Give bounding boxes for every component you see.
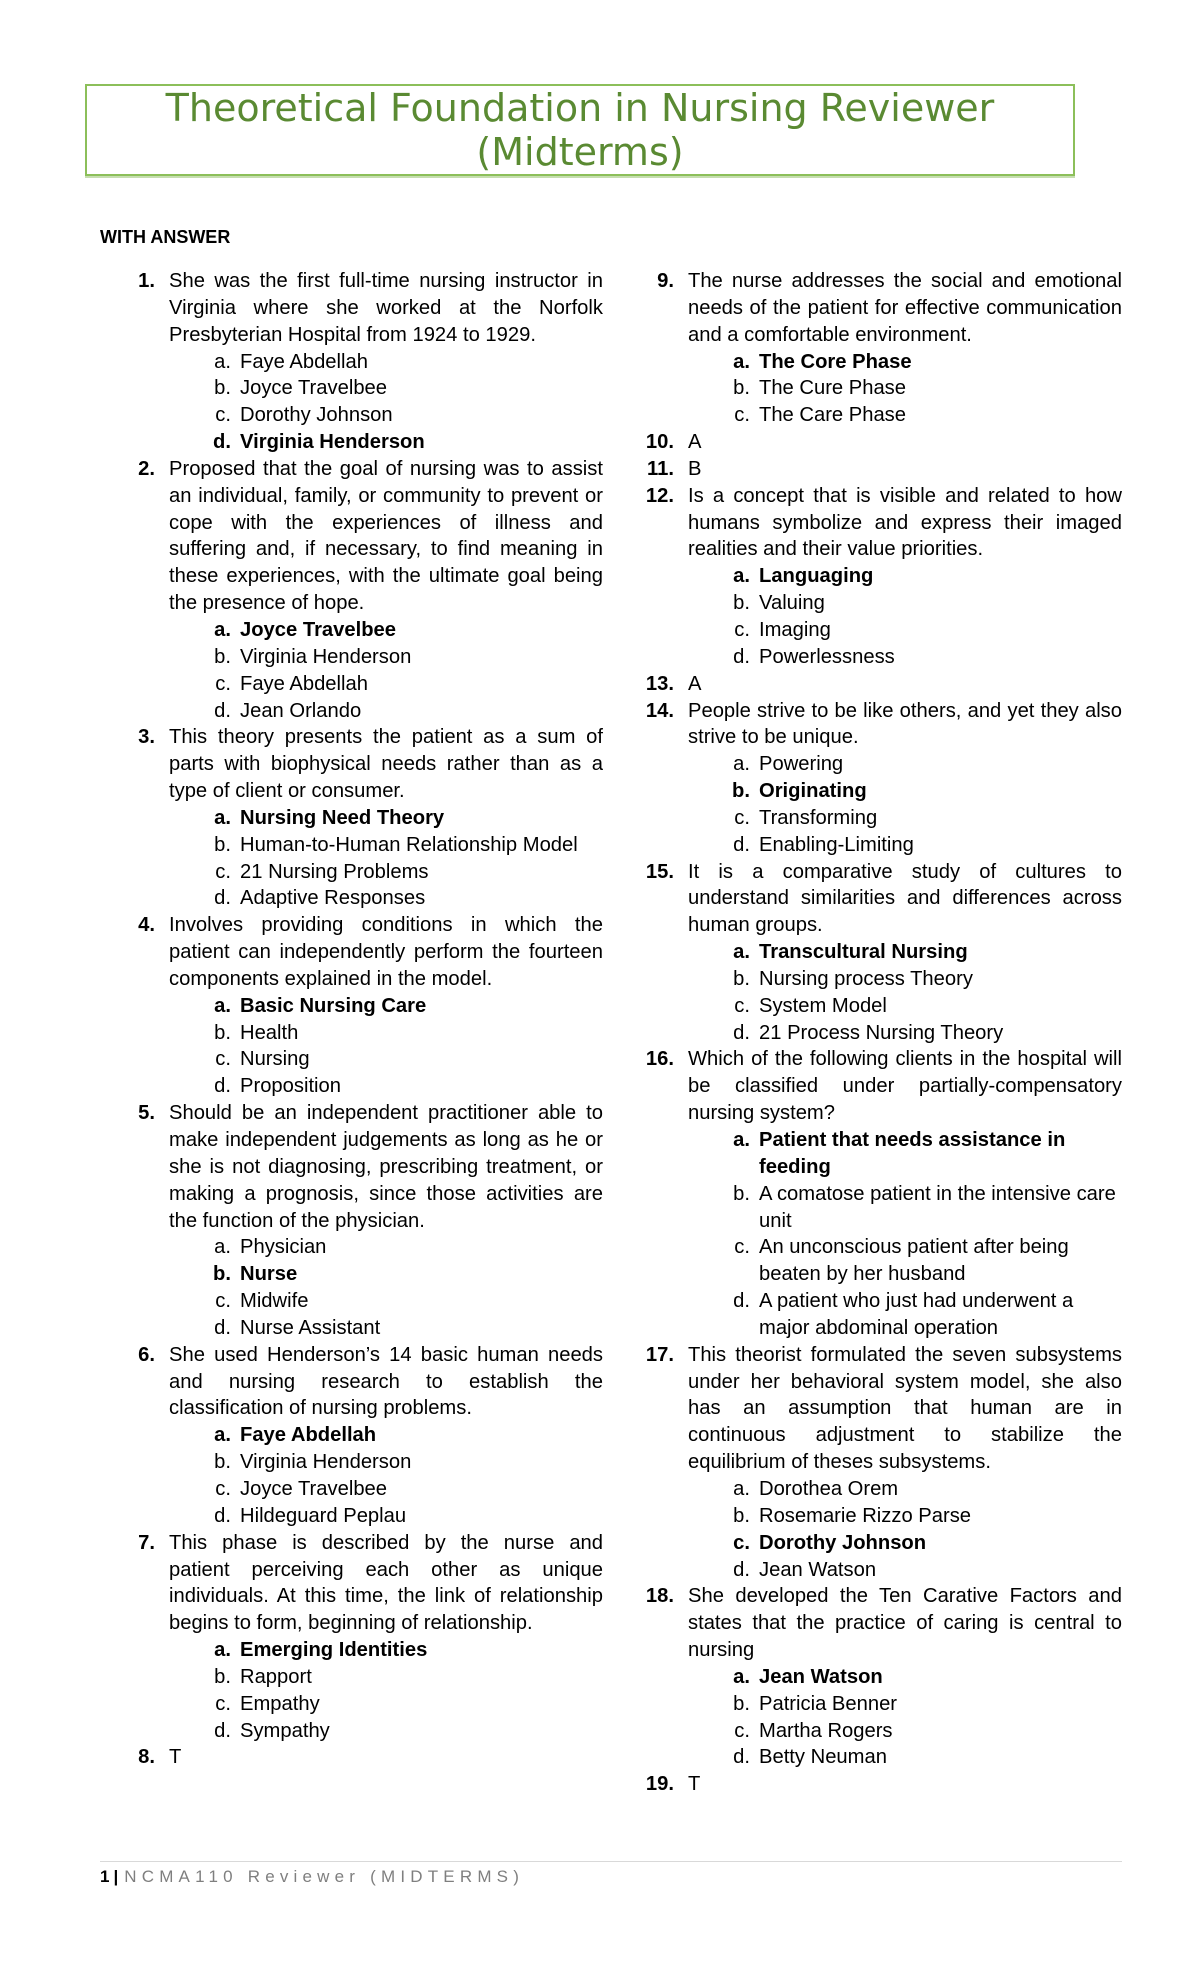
question-text: It is a comparative study of cultures to understand similarities and differences across human groups. — [688, 860, 1122, 937]
option-text: Powering — [759, 753, 844, 776]
option-letter: c. — [734, 618, 750, 641]
option-text: Adaptive Responses — [240, 887, 426, 910]
option-text: Empathy — [240, 1692, 320, 1715]
answer-option — [688, 1691, 1122, 1718]
answer-option — [169, 832, 603, 859]
answer-option — [169, 859, 603, 886]
option-text: Enabling-Limiting — [759, 833, 914, 856]
option-letter: a. — [214, 618, 231, 641]
answer-option — [688, 1503, 1122, 1530]
answer-option — [688, 1718, 1122, 1745]
question-text: The nurse addresses the social and emotional needs of the patient for effective communication and a comfortable environment. — [688, 270, 1122, 346]
correct-answer-option — [169, 1637, 603, 1664]
question-item — [644, 698, 1122, 859]
option-letter: d. — [733, 1746, 750, 1769]
question-item — [644, 483, 1122, 671]
page-title: Theoretical Foundation in Nursing Reviewer — [165, 86, 995, 130]
answer-option — [169, 1234, 603, 1261]
option-letter: c. — [215, 1048, 231, 1071]
answer-option — [169, 1073, 603, 1100]
answer-option — [169, 1503, 603, 1530]
correct-answer-option — [688, 939, 1122, 966]
correct-answer-option — [688, 349, 1122, 376]
option-text: Health — [240, 1021, 299, 1044]
answer-option — [688, 993, 1122, 1020]
section-heading: WITH ANSWER — [100, 227, 231, 247]
correct-answer-option — [688, 563, 1122, 590]
answer-option — [688, 1234, 1122, 1288]
answer-option — [169, 1476, 603, 1503]
option-letter: b. — [214, 1021, 231, 1044]
option-text: Virginia Henderson — [240, 645, 412, 668]
option-text: Nursing — [240, 1048, 310, 1071]
option-text: Virginia Henderson — [240, 1451, 412, 1474]
question-number: 15. — [645, 860, 674, 883]
answer-option — [688, 1557, 1122, 1584]
option-letter: d. — [213, 431, 231, 454]
correct-answer-option — [169, 1261, 603, 1288]
option-letter: d. — [214, 1316, 231, 1339]
answer-option — [169, 1288, 603, 1315]
question-item — [644, 1342, 1122, 1584]
option-letter: d. — [733, 1021, 750, 1044]
title-box — [85, 84, 1075, 176]
answer-option — [688, 966, 1122, 993]
answer-option — [688, 644, 1122, 671]
correct-answer-option — [688, 1664, 1122, 1691]
option-letter: d. — [214, 887, 231, 910]
question-number: 3. — [138, 726, 155, 749]
option-letter: d. — [733, 645, 750, 668]
answer-option — [688, 402, 1122, 429]
answer-options — [688, 563, 1122, 670]
question-number: 4. — [138, 914, 155, 937]
option-text: Nursing Need Theory — [240, 806, 445, 829]
footer-text: NCMA110 Reviewer (MIDTERMS) — [124, 1867, 525, 1886]
option-text: Rosemarie Rizzo Parse — [759, 1504, 972, 1527]
question-text: This theorist formulated the seven subsystems under her behavioral system model, she also has an assumption that human are in continuous adjustment to stabilize the equilibrium of theses subsystems. — [688, 1343, 1122, 1474]
option-text: A comatose patient in the intensive care unit — [759, 1182, 1116, 1232]
question-item — [125, 1744, 603, 1771]
answer-option — [688, 590, 1122, 617]
option-letter: b. — [732, 780, 750, 803]
option-text: Joyce Travelbee — [240, 618, 396, 641]
question-item — [125, 268, 603, 456]
option-letter: a. — [214, 1236, 231, 1259]
option-letter: a. — [214, 806, 231, 829]
option-letter: c. — [215, 672, 231, 695]
option-letter: c. — [215, 1692, 231, 1715]
answer-option — [688, 751, 1122, 778]
option-letter: a. — [733, 753, 750, 776]
answer-option — [169, 644, 603, 671]
option-text: Transforming — [759, 806, 878, 829]
option-text: Joyce Travelbee — [240, 377, 387, 400]
question-number: 5. — [138, 1102, 155, 1125]
question-item — [125, 456, 603, 724]
answer-options — [688, 751, 1122, 858]
option-letter: a. — [214, 1639, 231, 1662]
question-text: Is a concept that is visible and related to how humans symbolize and express their imaged realities and their value priorities. — [688, 484, 1122, 561]
correct-answer-option — [688, 778, 1122, 805]
correct-answer-option — [169, 993, 603, 1020]
option-letter: c. — [734, 806, 750, 829]
option-letter: a. — [214, 994, 231, 1017]
option-text: Imaging — [759, 618, 831, 641]
option-text: Valuing — [759, 592, 825, 615]
option-text: Virginia Henderson — [240, 431, 425, 454]
question-item — [644, 1771, 1122, 1798]
option-text: Nurse — [240, 1263, 298, 1286]
page-subtitle: (Midterms) — [476, 130, 684, 174]
page-footer — [100, 1867, 524, 1887]
answer-options — [688, 1127, 1122, 1342]
option-letter: c. — [215, 860, 231, 883]
answer-option — [688, 617, 1122, 644]
question-number: 11. — [647, 457, 674, 480]
option-text: Emerging Identities — [240, 1639, 428, 1662]
option-text: Jean Orlando — [240, 699, 362, 722]
question-item — [644, 671, 1122, 698]
answer-option — [688, 832, 1122, 859]
correct-answer-option — [169, 617, 603, 644]
option-text: 21 Process Nursing Theory — [759, 1021, 1004, 1044]
answer-option — [169, 1691, 603, 1718]
question-item — [644, 268, 1122, 429]
option-letter: b. — [214, 645, 231, 668]
option-text: An unconscious patient after being beaten by her husband — [759, 1236, 1069, 1286]
question-text: A — [688, 431, 702, 454]
option-text: Dorothea Orem — [759, 1477, 899, 1500]
option-text: The Care Phase — [759, 404, 907, 427]
answer-option — [169, 698, 603, 725]
option-text: Faye Abdellah — [240, 1424, 377, 1447]
answer-options — [688, 1476, 1122, 1583]
question-text: T — [688, 1773, 701, 1796]
right-column — [644, 268, 1122, 1798]
answer-option — [688, 1181, 1122, 1235]
option-letter: b. — [733, 1692, 750, 1715]
answer-options — [169, 805, 603, 912]
question-text: She developed the Ten Carative Factors and states that the practice of caring is central to nursing — [688, 1585, 1122, 1662]
question-number: 9. — [657, 270, 674, 292]
option-letter: c. — [734, 1719, 750, 1742]
answer-option — [688, 1744, 1122, 1771]
question-number: 10. — [645, 431, 674, 454]
question-text: Proposed that the goal of nursing was to assist an individual, family, or community to prevent or cope with the experiences of illness and suffering and, if necessary, to find meaning in these experiences, with the ultimate goal being the presence of hope. — [169, 457, 603, 615]
question-item — [125, 1100, 603, 1342]
option-text: Powerlessness — [759, 645, 895, 668]
answer-option — [169, 885, 603, 912]
option-letter: d. — [733, 1558, 750, 1581]
answer-option — [688, 1476, 1122, 1503]
question-text: She was the first full-time nursing instructor in Virginia where she worked at the Norfolk Presbyterian Hospital from 1924 to 1929. — [169, 270, 603, 346]
option-letter: c. — [734, 404, 750, 427]
answer-option — [169, 349, 603, 376]
option-text: System Model — [759, 994, 887, 1017]
option-text: A patient who just had underwent a major abdominal operation — [759, 1290, 1074, 1339]
question-item — [644, 859, 1122, 1047]
option-letter: b. — [733, 1182, 750, 1205]
answer-options — [169, 349, 603, 456]
option-letter: a. — [733, 350, 750, 373]
left-column — [125, 268, 603, 1771]
option-letter: d. — [214, 1504, 231, 1527]
question-item — [125, 724, 603, 912]
question-text: A — [688, 672, 702, 695]
option-letter: d. — [214, 1719, 231, 1742]
option-letter: a. — [733, 565, 750, 588]
option-letter: a. — [733, 941, 750, 964]
correct-answer-option — [169, 1422, 603, 1449]
question-number: 8. — [138, 1746, 155, 1769]
option-letter: a. — [733, 1477, 750, 1500]
question-item — [644, 456, 1122, 483]
option-text: Jean Watson — [759, 1665, 883, 1688]
answer-option — [169, 1718, 603, 1745]
question-text: This theory presents the patient as a sum of parts with biophysical needs rather than as a type of client or consumer. — [169, 726, 603, 803]
option-text: Joyce Travelbee — [240, 1477, 387, 1500]
option-text: Proposition — [240, 1075, 341, 1098]
question-text: T — [169, 1746, 182, 1769]
option-text: The Core Phase — [759, 350, 912, 373]
option-letter: a. — [733, 1665, 750, 1688]
option-letter: a. — [733, 1129, 750, 1151]
answer-options — [169, 993, 603, 1100]
option-letter: c. — [734, 994, 750, 1017]
option-text: Patient that needs assistance in feeding — [759, 1129, 1066, 1178]
answer-option — [688, 805, 1122, 832]
option-text: Jean Watson — [759, 1558, 877, 1581]
option-letter: b. — [214, 1665, 231, 1688]
answer-option — [688, 1020, 1122, 1047]
answer-option — [169, 1664, 603, 1691]
option-letter: a. — [214, 350, 231, 373]
option-text: Rapport — [240, 1665, 312, 1688]
option-letter: c. — [215, 1477, 231, 1500]
option-letter: b. — [733, 377, 750, 400]
answer-option — [169, 1020, 603, 1047]
option-text: Originating — [759, 780, 867, 803]
question-item — [125, 1530, 603, 1745]
option-text: Martha Rogers — [759, 1719, 893, 1742]
question-text: People strive to be like others, and yet they also strive to be unique. — [688, 699, 1122, 749]
option-letter: c. — [215, 1290, 231, 1313]
question-item — [644, 1046, 1122, 1341]
question-number: 16. — [645, 1048, 674, 1071]
option-text: Dorothy Johnson — [759, 1531, 927, 1554]
question-number: 19. — [645, 1773, 674, 1796]
option-letter: b. — [214, 377, 231, 400]
option-text: Languaging — [759, 565, 874, 588]
question-number: 17. — [645, 1343, 674, 1366]
option-text: 21 Nursing Problems — [240, 860, 429, 883]
answer-option — [169, 1315, 603, 1342]
option-text: Human-to-Human Relationship Model — [240, 833, 578, 856]
option-text: Faye Abdellah — [240, 350, 368, 373]
question-number: 7. — [138, 1531, 155, 1554]
answer-option — [169, 671, 603, 698]
option-text: Transcultural Nursing — [759, 941, 968, 964]
question-number: 2. — [138, 457, 155, 480]
option-text: Sympathy — [240, 1719, 330, 1742]
question-item — [644, 429, 1122, 456]
answer-options — [688, 1664, 1122, 1771]
correct-answer-option — [688, 1127, 1122, 1181]
answer-options — [169, 617, 603, 724]
answer-options — [169, 1234, 603, 1341]
option-letter: d. — [214, 699, 231, 722]
answer-option — [169, 1449, 603, 1476]
correct-answer-option — [688, 1530, 1122, 1557]
question-number: 14. — [645, 699, 674, 722]
page-number: 1 — [100, 1867, 110, 1886]
option-letter: c. — [733, 1531, 750, 1554]
option-text: Basic Nursing Care — [240, 994, 427, 1017]
question-number: 6. — [138, 1343, 155, 1366]
answer-option — [688, 375, 1122, 402]
option-text: Nurse Assistant — [240, 1316, 381, 1339]
answer-options — [169, 1637, 603, 1744]
question-item — [125, 912, 603, 1100]
question-text: Which of the following clients in the hospital will be classified under partially-compensatory nursing system? — [688, 1048, 1122, 1125]
option-letter: c. — [215, 404, 231, 427]
option-letter: d. — [733, 1290, 750, 1313]
option-text: Betty Neuman — [759, 1746, 887, 1769]
question-text: B — [688, 457, 702, 480]
correct-answer-option — [169, 805, 603, 832]
question-number: 13. — [645, 672, 674, 695]
footer-separator: | — [113, 1867, 119, 1886]
option-letter: c. — [734, 1236, 750, 1259]
footer-divider — [100, 1861, 1122, 1862]
question-number: 1. — [138, 270, 155, 292]
question-text: Involves providing conditions in which the patient can independently perform the fourteen components explained in the model. — [169, 914, 603, 990]
question-text: Should be an independent practitioner able to make independent judgements as long as he or she is not diagnosing, prescribing treatment, or making a prognosis, since those activities are the function of the physician. — [169, 1102, 603, 1232]
answer-option — [169, 1046, 603, 1073]
option-text: The Cure Phase — [759, 377, 907, 400]
option-letter: b. — [733, 967, 750, 990]
question-number: 18. — [645, 1585, 674, 1608]
answer-options — [688, 939, 1122, 1046]
answer-options — [688, 349, 1122, 430]
option-letter: a. — [214, 1424, 231, 1447]
option-letter: b. — [733, 592, 750, 615]
answer-options — [169, 1422, 603, 1529]
option-letter: b. — [214, 833, 231, 856]
question-number: 12. — [645, 484, 674, 507]
correct-answer-option — [169, 429, 603, 456]
option-text: Faye Abdellah — [240, 672, 368, 695]
option-letter: d. — [733, 833, 750, 856]
answer-option — [169, 375, 603, 402]
option-text: Physician — [240, 1236, 327, 1259]
option-text: Nursing process Theory — [759, 967, 973, 990]
option-text: Hildeguard Peplau — [240, 1504, 407, 1527]
question-item — [644, 1583, 1122, 1771]
answer-option — [169, 402, 603, 429]
question-item — [125, 1342, 603, 1530]
option-text: Midwife — [240, 1290, 309, 1313]
option-text: Patricia Benner — [759, 1692, 898, 1715]
option-letter: b. — [214, 1451, 231, 1474]
question-text: This phase is described by the nurse and patient perceiving each other as unique individuals. At this time, the link of relationship begins to form, beginning of relationship. — [169, 1531, 603, 1635]
answer-option — [688, 1288, 1122, 1342]
question-text: She used Henderson’s 14 basic human needs and nursing research to establish the classification of nursing problems. — [169, 1343, 603, 1420]
option-text: Dorothy Johnson — [240, 404, 393, 427]
option-letter: d. — [214, 1075, 231, 1098]
option-letter: b. — [733, 1504, 750, 1527]
option-letter: b. — [213, 1263, 231, 1286]
